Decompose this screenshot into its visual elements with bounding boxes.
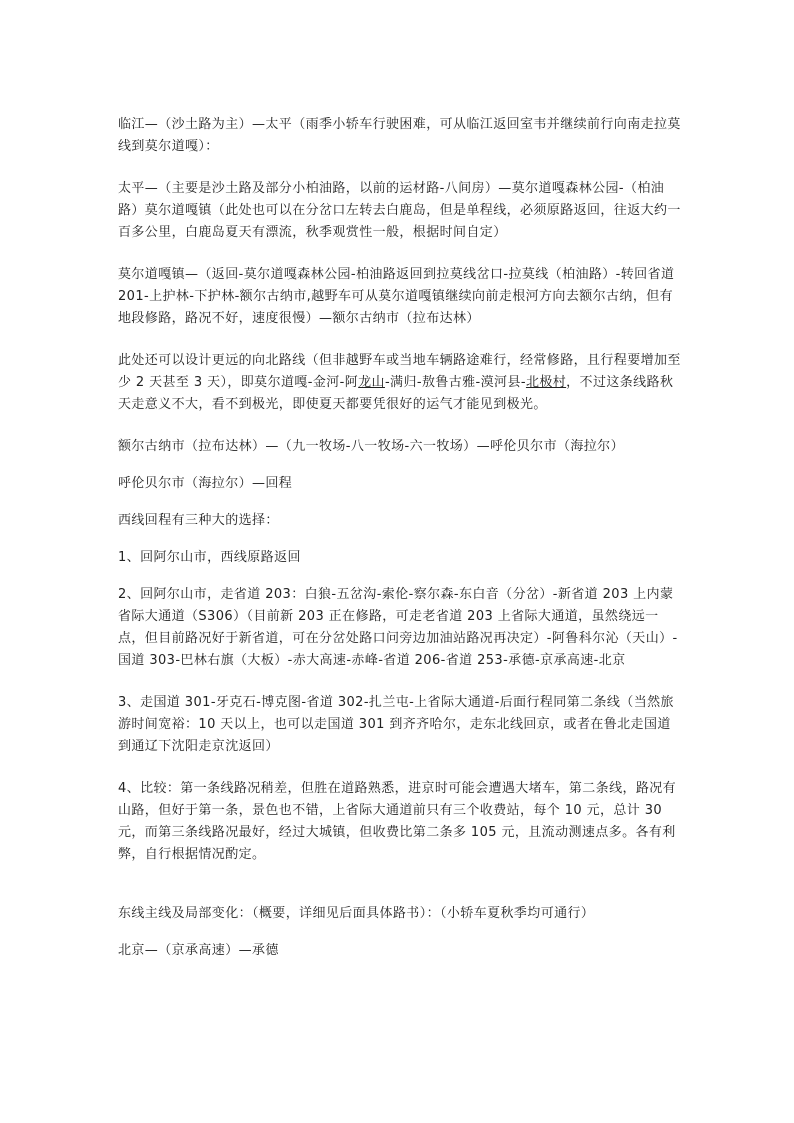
paragraph-option-1: 1、回阿尔山市，西线原路返回 [118, 550, 301, 565]
paragraph-beijing-chengde: 北京—（京承高速）—承德 [118, 943, 279, 958]
document-body [118, 114, 684, 962]
paragraph-north-route [118, 350, 684, 416]
paragraph-moerdaoga-eerguna: 莫尔道嘎镇—（返回-莫尔道嘎森林公园-柏油路返回到拉莫线岔口-拉莫线（柏油路）-转回省道 201-上护林-下护林-额尔古纳市,越野车可从莫尔道嘎镇继续向前走根河方向去额尔古纳，但有地段修路，路况不好，速度很慢）—额尔古纳市（拉布达林） [118, 267, 675, 326]
paragraph-option-3: 3、走国道 301-牙克石-博克图-省道 302-扎兰屯-上省际大通道-后面行程同第二条线（当然旅游时间宽裕：10 天以上，也可以走国道 301 到齐齐哈尔，走东北线回京，或者在鲁北走国道到通辽下沈阳走京沈返回） [118, 695, 674, 754]
paragraph-east-line-heading: 东线主线及局部变化：（概要，详细见后面具体路书）：（小轿车夏秋季均可通行） [118, 906, 595, 921]
paragraph-taiping-moerdaoga: 太平—（主要是沙土路及部分小柏油路，以前的运材路-八间房）—莫尔道嘎森林公园-（柏油路）莫尔道嘎镇（此处也可以在分岔口左转去白鹿岛，但是单程线，必须原路返回，往返大约一百多公里，白鹿岛夏天有漂流，秋季观赏性一般，根据时间自定） [118, 181, 681, 240]
paragraph-comparison: 4、比较：第一条线路况稍差，但胜在道路熟悉，进京时可能会遭遇大堵车，第二条线，路况有山路，但好于第一条，景色也不错，上省际大通道前只有三个收费站，每个 10 元，总计 30 元，而第三条线路况最好，经过大城镇，但收费比第二条多 105 元，且流动测速点多。各有利弊，自行根据情况酌定。 [118, 781, 677, 862]
paragraph-west-return-options: 西线回程有三种大的选择： [118, 513, 279, 528]
paragraph-eerguna-hulunbeier: 额尔古纳市（拉布达林）—（九一牧场-八一牧场-六一牧场）—呼伦贝尔市（海拉尔） [118, 439, 624, 454]
paragraph-return: 呼伦贝尔市（海拉尔）—回程 [118, 476, 293, 491]
link-beijicun[interactable]: 北极村 [525, 375, 567, 390]
paragraph-option-2: 2、回阿尔山市，走省道 203：白狼-五岔沟-索伦-察尔森-东白音（分岔）-新省道 203 上内蒙省际大通道（S306）（目前新 203 正在修路，可走老省道 203 上省际大通道，虽然绕远一点，但目前路况好于新省道，可在分岔处路口问旁边加油站路况再决定）-阿鲁科尔沁（天山）-国道 303-巴林右旗（大板）-赤大高速-赤峰-省道 206-省道 253-承德-京承高速-北京 [118, 587, 678, 668]
north-route-text-1: 此处还可以设计更远的向北路线（但非越野车或当地车辆路途难行，经常修路，且行程要增加至少 2 天甚至 3 天），即莫尔道嘎-金河-阿 [118, 353, 681, 390]
paragraph-linjiang-taiping: 临江—（沙土路为主）—太平（雨季小轿车行驶困难，可从临江返回室韦并继续前行向南走拉莫线到莫尔道嘎）： [118, 117, 681, 154]
link-longshan[interactable]: 龙山 [358, 375, 385, 390]
north-route-text-2: -满归-敖鲁古雅-漠河县- [384, 375, 526, 390]
north-route-text-3: ，不过这条线路秋天走意义不大，看不到极光，即使夏天都要凭很好的运气才能见到极光。 [118, 375, 674, 412]
